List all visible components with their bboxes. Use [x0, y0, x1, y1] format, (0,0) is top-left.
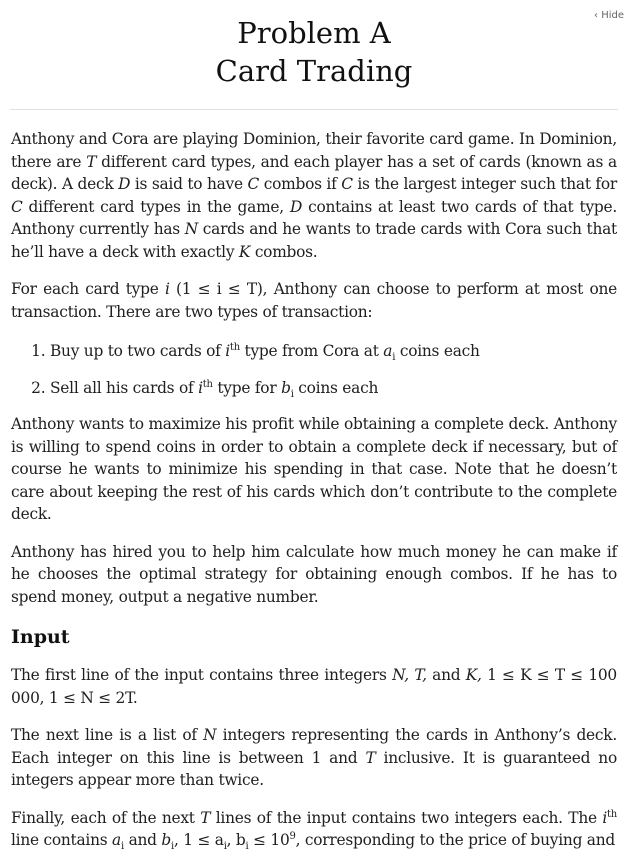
hide-button[interactable]: ‹ Hide [594, 10, 624, 21]
input-heading: Input [11, 626, 70, 648]
math-K: K [238, 242, 251, 261]
input-paragraph-3: Finally, each of the next T lines of the input contains two integers each. The $i^{th}$ line contains $a_i$ and $b_i$, $1 \le a_i$, $b_i \le 10^9$, corresponding to the price of buying and [11, 808, 617, 852]
math-D: D [289, 197, 303, 216]
intro-paragraph: Anthony and Cora are playing Dominion, their favorite card game. In Dominion, there are T different card types, and each player has a set of cards (known as a deck). A deck D is said to have C combos if C is the largest integer such that for C different card types in the game, D contains at least two cards of that type. Anthony currently has N cards and he wants to trade cards with Cora such that he’ll have a deck with exactly K combos. [11, 130, 617, 261]
list-item-sell: 2. Sell all his cards of $i^{th}$ type for $b_i$ coins each [50, 377, 617, 400]
transaction-paragraph: For each card type i (1 ≤ i ≤ T), Anthony can choose to perform at most one transaction. There are two types of transaction: [11, 280, 617, 321]
problem-title [0, 14, 628, 90]
math-i: i [164, 280, 170, 298]
transaction-list [11, 340, 617, 399]
math-constraint: 1 ≤ K ≤ T ≤ 100 000, 1 ≤ N ≤ 2T. [11, 666, 617, 707]
math-N: N [184, 220, 198, 238]
math-range: (1 ≤ i ≤ T) [176, 280, 263, 298]
problem-letter: Problem A [237, 16, 391, 50]
math-T: T [86, 152, 97, 171]
problem-name: Card Trading [215, 54, 413, 88]
problem-statement [0, 128, 628, 852]
math-C: C [341, 175, 353, 193]
input-paragraph-1: The first line of the input contains three integers N, T, and K, 1 ≤ K ≤ T ≤ 100 000, 1 ≤ N ≤ 2T. [11, 666, 617, 707]
math-C: C [247, 175, 260, 193]
math-D: D [118, 175, 131, 193]
input-paragraph-2: The next line is a list of N integers representing the cards in Anthony’s deck. Each integer on this line is between 1 and T inclusive. It is guaranteed no integers appear more than twice. [11, 726, 617, 789]
maximize-paragraph: Anthony wants to maximize his profit while obtaining a complete deck. Anthony is willing to spend coins in order to obtain a complete deck if necessary, but of course he wants to minimize his spending in that case. Note that he doesn’t care about keeping the rest of his cards which don’t contribute to the complete deck. [11, 415, 617, 523]
hired-paragraph: Anthony has hired you to help him calculate how much money he can make if he chooses the optimal strategy for obtaining enough combos. If he has to spend money, output a negative number. [11, 542, 617, 606]
math-C: C [11, 197, 23, 216]
title-divider [10, 109, 618, 110]
list-item-buy: 1. Buy up to two cards of $i^{th}$ type from Cora at $a_i$ coins each [50, 340, 617, 363]
